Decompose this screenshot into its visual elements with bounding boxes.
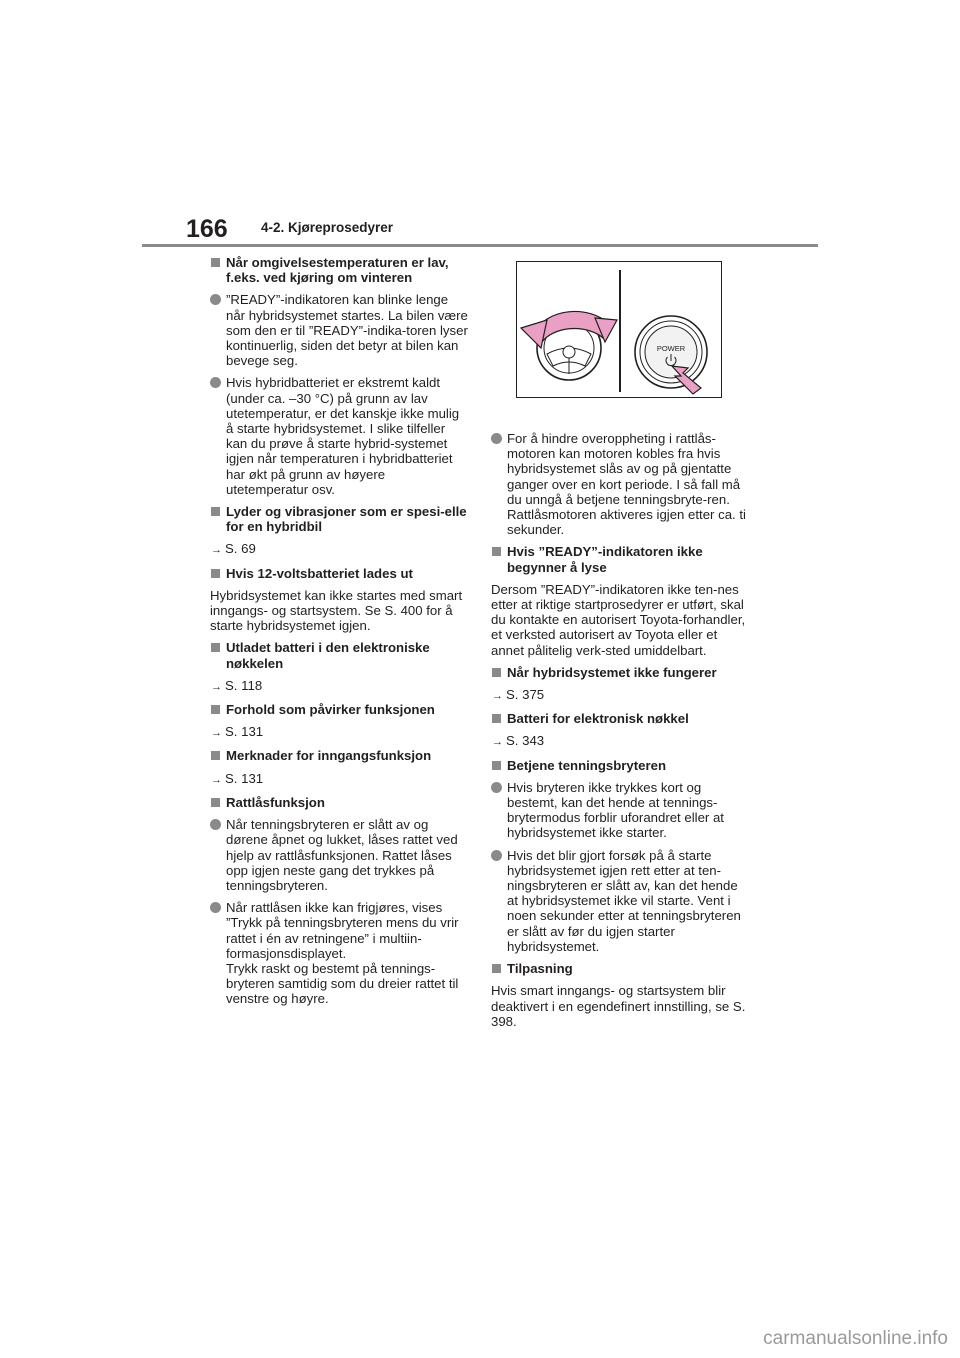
right-column-head	[491, 544, 749, 574]
steering-and-power-switch-illustration	[516, 261, 722, 398]
left-column-bullet	[210, 817, 468, 893]
reference-arrow-icon: →	[211, 680, 222, 693]
block-text: S. 69	[225, 541, 256, 557]
section-title: 4-2. Kjøreprosedyrer	[261, 220, 394, 235]
block-text: Rattlåsfunksjon	[226, 794, 325, 810]
block-text: Merknader for inngangsfunksjon	[226, 748, 432, 764]
block-text: Tilpasning	[507, 961, 573, 977]
block-text: Hvis 12-voltsbatteriet lades ut	[226, 565, 413, 581]
right-column-bullet	[491, 848, 749, 954]
right-column-head	[491, 711, 749, 726]
page-number: 166	[186, 215, 228, 243]
power-button-icon	[635, 316, 707, 388]
block-text: For å hindre overoppheting i rattlås-motoren kan motoren kobles fra hvis hybridsystemet slås av og på gjentatte ganger over en kort periode. I så fall må du unngå å betjene tenningsbryte-ren. Rattlåsmotoren aktiveres igjen etter ca. ti sekunder.	[507, 431, 746, 538]
block-text: Dersom ”READY”-indikatoren ikke ten-nes etter at riktige startprosedyrer er utført, skal du kontakte en autorisert Toyota-forhandler, et verksted autorisert av Toyota eller et annet pålitelig verk-sted umiddelbart.	[491, 581, 746, 658]
block-text: Utladet batteri i den elektroniske nøkkelen	[226, 640, 430, 671]
reference-arrow-icon: →	[492, 690, 503, 703]
right-column-bullet	[491, 780, 749, 841]
block-text: Betjene tenningsbryteren	[507, 757, 667, 773]
left-column-ref	[210, 678, 468, 695]
block-text: ”READY”-indikatoren kan blinke lenge når hybridsystemet startes. La bilen være som den er til ”READY”-indika-toren lyser kontinuerlig, siden det betyr at bilen kan bevege seg.	[226, 292, 468, 369]
block-text: S. 118	[225, 677, 263, 693]
left-column	[210, 255, 468, 1014]
block-text: S. 131	[225, 724, 264, 740]
block-text: Hvis ”READY”-indikatoren ikke begynner å lyse	[507, 544, 703, 575]
block-text: Når rattlåsen ikke kan frigjøres, vises ”Trykk på tenningsbryteren mens du vrir rattet i én av retningene” i multiin-formasjonsdisplayet. Trykk raskt og bestemt på tennings-bryteren samtidig som du dreier rattet til venstre og høyre.	[226, 900, 459, 1007]
left-column-head	[210, 640, 468, 670]
bullet-dot-icon	[210, 377, 221, 388]
header-rule	[142, 244, 818, 247]
block-text: Hybridsystemet kan ikke startes med smart inngangs- og startsystem. Se S. 400 for å starte hybridsystemet igjen.	[210, 587, 463, 634]
left-column-ref	[210, 771, 468, 788]
block-text: Hvis hybridbatteriet er ekstremt kaldt (under ca. –30 °C) på grunn av lav utetemperatur, er det kanskje ikke mulig å starte hybridsystemet. I slike tilfeller kan du prøve å starte hybrid-systemet igjen når temperaturen i hybridbatteriet har økt på grunn av høyere utetemperatur osv.	[226, 375, 460, 497]
block-text: Når omgivelsestemperaturen er lav, f.eks. ved kjøring om vinteren	[226, 255, 449, 286]
right-column	[491, 431, 749, 1036]
right-column-ref	[491, 687, 749, 704]
bullet-dot-icon	[491, 433, 502, 444]
block-text: Lyder og vibrasjoner som er spesi-elle for en hybridbil	[226, 504, 467, 535]
bullet-dot-icon	[210, 819, 221, 830]
right-column-ref	[491, 733, 749, 750]
block-text: Når hybridsystemet ikke fungerer	[507, 664, 717, 680]
reference-arrow-icon: →	[211, 544, 222, 557]
block-text: S. 343	[506, 733, 545, 749]
bullet-dot-icon	[210, 294, 221, 305]
left-column-bullet	[210, 375, 468, 497]
block-text: Hvis det blir gjort forsøk på å starte hybridsystemet igjen rett etter at ten-ningsbryteren er slått av, kan det hende at hybridsystemet ikke vil starte. Vent i noen sekunder etter at tenningsbryteren er slått av før du igjen starter hybridsystemet.	[507, 847, 741, 954]
right-column-para	[491, 983, 749, 1029]
bullet-dot-icon	[491, 850, 502, 861]
left-column-bullet	[210, 900, 468, 1006]
block-text: Batteri for elektronisk nøkkel	[507, 711, 689, 727]
left-column-ref	[210, 541, 468, 558]
left-column-head	[210, 748, 468, 763]
reference-arrow-icon: →	[211, 773, 222, 786]
reference-arrow-icon: →	[211, 727, 222, 740]
bullet-dot-icon	[491, 782, 502, 793]
left-column-head	[210, 566, 468, 581]
left-column-head	[210, 795, 468, 810]
right-column-head	[491, 758, 749, 773]
illustration-svg	[517, 262, 721, 397]
power-label: POWER	[656, 344, 686, 353]
block-text: Hvis bryteren ikke trykkes kort og bestemt, kan det hende at tennings-brytermodus forblir uforandret eller at hybridsystemet ikke starter.	[507, 779, 724, 841]
left-column-head	[210, 504, 468, 534]
block-text: Forhold som påvirker funksjonen	[226, 702, 435, 718]
block-text: S. 375	[506, 687, 545, 703]
watermark: carmanualsonline.info	[763, 1328, 948, 1349]
block-text: S. 131	[225, 770, 264, 786]
reference-arrow-icon: →	[492, 736, 503, 749]
block-text: Når tenningsbryteren er slått av og dørene åpnet og lukket, låses rattet ved hjelp av rattlåsfunksjonen. Rattet låses opp igjen neste gang det trykkes på tenningsbryteren.	[226, 817, 458, 893]
left-column-para	[210, 588, 468, 634]
left-column-head	[210, 255, 468, 285]
bullet-dot-icon	[210, 902, 221, 913]
right-column-para	[491, 582, 749, 658]
left-column-bullet	[210, 292, 468, 368]
right-column-bullet	[491, 431, 749, 537]
left-column-ref	[210, 724, 468, 741]
left-column-head	[210, 702, 468, 717]
right-column-head	[491, 665, 749, 680]
right-column-head	[491, 961, 749, 976]
block-text: Hvis smart inngangs- og startsystem blir deaktivert i en egendefinert innstilling, se S. 398.	[491, 983, 746, 1029]
